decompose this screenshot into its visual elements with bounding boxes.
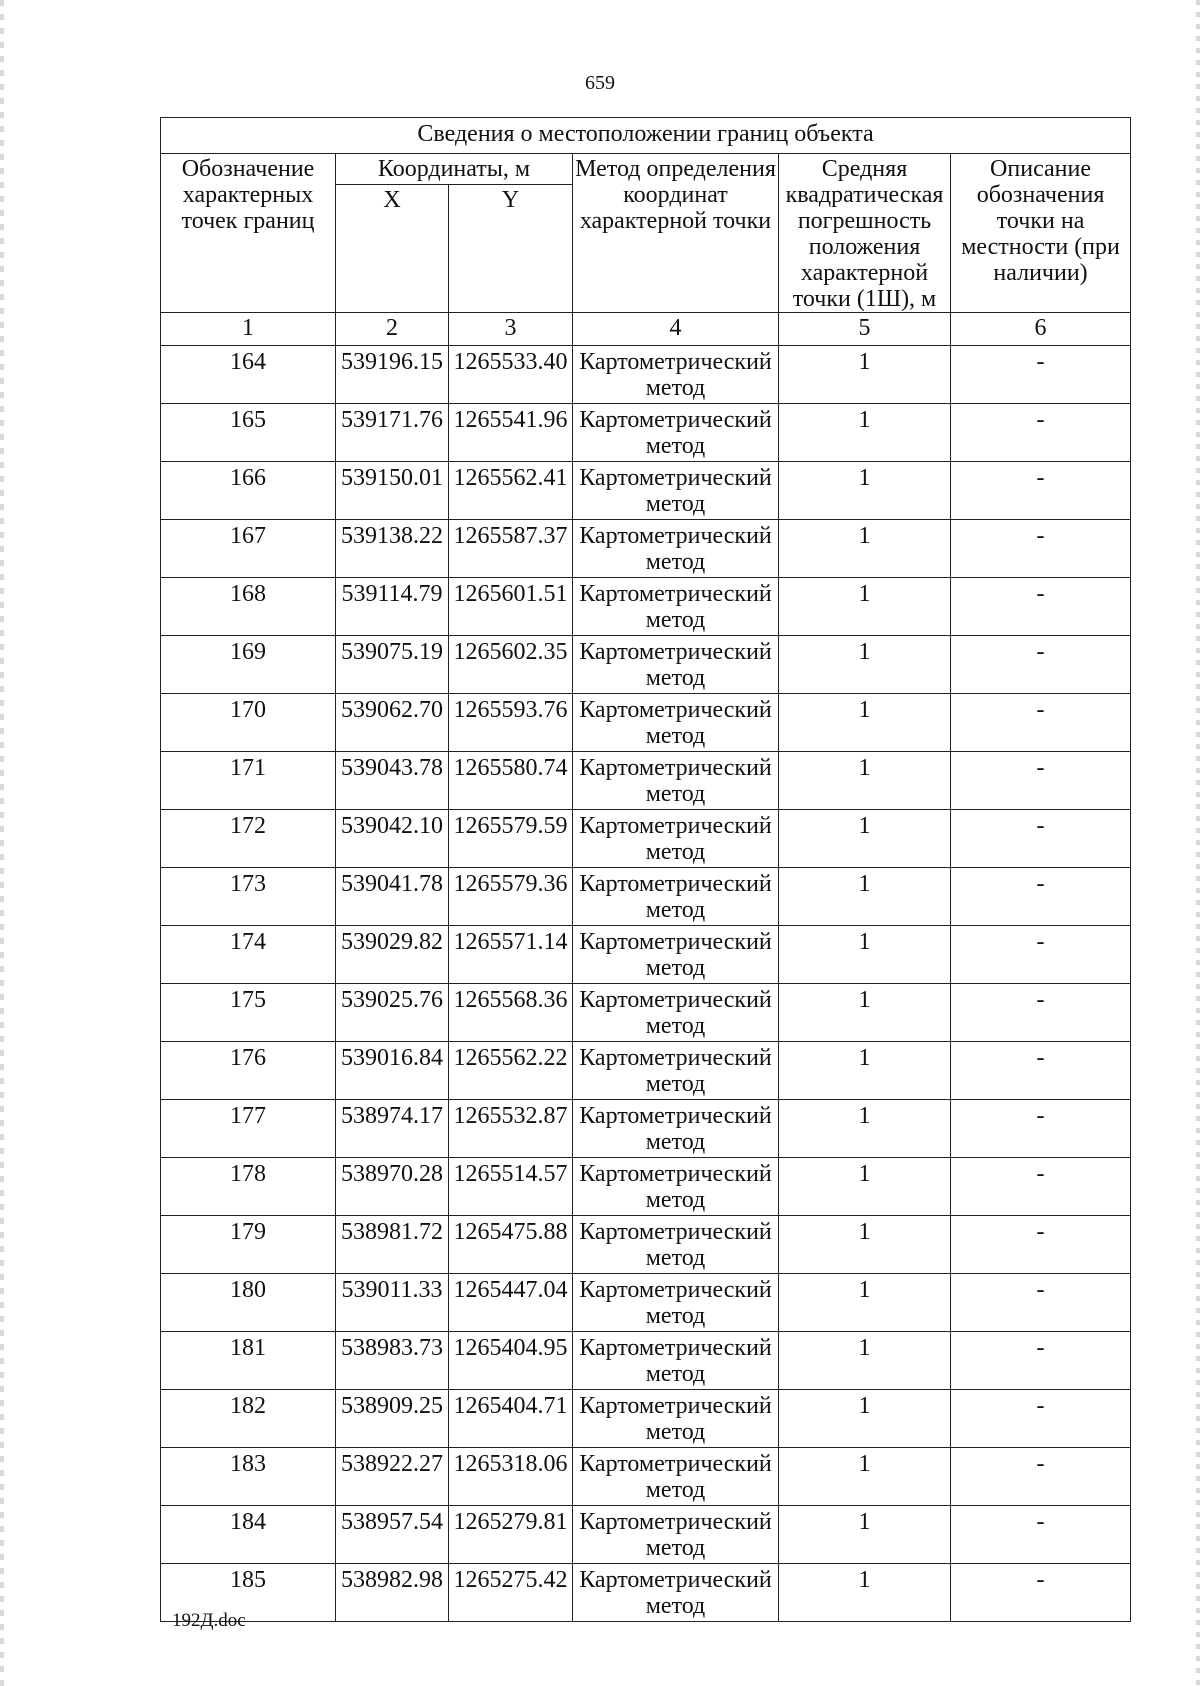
cell-description: - bbox=[951, 1564, 1131, 1622]
cell-y: 1265587.37 bbox=[449, 520, 573, 578]
cell-x: 538982.98 bbox=[336, 1564, 449, 1622]
cell-method: Картометрический метод bbox=[573, 1100, 779, 1158]
cell-y: 1265571.14 bbox=[449, 926, 573, 984]
table-row bbox=[161, 1506, 1131, 1564]
cell-point-id: 172 bbox=[161, 810, 336, 868]
cell-point-id: 174 bbox=[161, 926, 336, 984]
cell-x: 539150.01 bbox=[336, 462, 449, 520]
cell-error: 1 bbox=[779, 1042, 951, 1100]
cell-error: 1 bbox=[779, 404, 951, 462]
cell-error: 1 bbox=[779, 1216, 951, 1274]
cell-x: 538922.27 bbox=[336, 1448, 449, 1506]
header-mean-square-error: Средняя квадратическая погрешность положения характерной точки (1Ш), м bbox=[779, 154, 951, 313]
table-body bbox=[161, 118, 1131, 1622]
cell-error: 1 bbox=[779, 984, 951, 1042]
cell-point-id: 175 bbox=[161, 984, 336, 1042]
table-row bbox=[161, 984, 1131, 1042]
table-row bbox=[161, 520, 1131, 578]
cell-point-id: 167 bbox=[161, 520, 336, 578]
cell-point-id: 184 bbox=[161, 1506, 336, 1564]
column-number: 4 bbox=[573, 313, 779, 346]
scan-edge-right bbox=[1196, 0, 1200, 1686]
cell-point-id: 176 bbox=[161, 1042, 336, 1100]
cell-method: Картометрический метод bbox=[573, 1042, 779, 1100]
table-row bbox=[161, 1274, 1131, 1332]
cell-error: 1 bbox=[779, 810, 951, 868]
header-x: X bbox=[336, 185, 449, 313]
cell-error: 1 bbox=[779, 1564, 951, 1622]
header-point-designation: Обозначение характерных точек границ bbox=[161, 154, 336, 313]
table-row bbox=[161, 1332, 1131, 1390]
cell-point-id: 164 bbox=[161, 346, 336, 404]
cell-y: 1265580.74 bbox=[449, 752, 573, 810]
cell-x: 538983.73 bbox=[336, 1332, 449, 1390]
column-number: 3 bbox=[449, 313, 573, 346]
table-row bbox=[161, 1158, 1131, 1216]
cell-x: 538957.54 bbox=[336, 1506, 449, 1564]
cell-y: 1265533.40 bbox=[449, 346, 573, 404]
cell-point-id: 182 bbox=[161, 1390, 336, 1448]
cell-point-id: 170 bbox=[161, 694, 336, 752]
cell-description: - bbox=[951, 984, 1131, 1042]
document-filename: 192Д.doc bbox=[172, 1610, 246, 1631]
cell-y: 1265318.06 bbox=[449, 1448, 573, 1506]
cell-x: 538909.25 bbox=[336, 1390, 449, 1448]
header-row-1 bbox=[161, 154, 1131, 185]
table-title-row bbox=[161, 118, 1131, 154]
column-number: 6 bbox=[951, 313, 1131, 346]
cell-description: - bbox=[951, 578, 1131, 636]
column-number: 2 bbox=[336, 313, 449, 346]
header-coordinates-group: Координаты, м bbox=[336, 154, 573, 185]
cell-point-id: 171 bbox=[161, 752, 336, 810]
cell-y: 1265514.57 bbox=[449, 1158, 573, 1216]
cell-method: Картометрический метод bbox=[573, 1274, 779, 1332]
cell-x: 539041.78 bbox=[336, 868, 449, 926]
cell-method: Картометрический метод bbox=[573, 1506, 779, 1564]
cell-error: 1 bbox=[779, 520, 951, 578]
table-row bbox=[161, 1100, 1131, 1158]
cell-method: Картометрический метод bbox=[573, 346, 779, 404]
cell-x: 538970.28 bbox=[336, 1158, 449, 1216]
cell-error: 1 bbox=[779, 578, 951, 636]
cell-y: 1265279.81 bbox=[449, 1506, 573, 1564]
cell-method: Картометрический метод bbox=[573, 1564, 779, 1622]
cell-error: 1 bbox=[779, 1274, 951, 1332]
cell-description: - bbox=[951, 1274, 1131, 1332]
table-row bbox=[161, 346, 1131, 404]
cell-description: - bbox=[951, 1158, 1131, 1216]
table-row bbox=[161, 1390, 1131, 1448]
cell-method: Картометрический метод bbox=[573, 1216, 779, 1274]
cell-y: 1265541.96 bbox=[449, 404, 573, 462]
header-y: Y bbox=[449, 185, 573, 313]
cell-x: 539171.76 bbox=[336, 404, 449, 462]
cell-x: 539075.19 bbox=[336, 636, 449, 694]
table-row bbox=[161, 1216, 1131, 1274]
cell-description: - bbox=[951, 752, 1131, 810]
cell-point-id: 185 bbox=[161, 1564, 336, 1622]
cell-error: 1 bbox=[779, 694, 951, 752]
cell-x: 539196.15 bbox=[336, 346, 449, 404]
table-row bbox=[161, 1042, 1131, 1100]
header-description: Описание обозначения точки на местности (при наличии) bbox=[951, 154, 1131, 313]
cell-method: Картометрический метод bbox=[573, 1390, 779, 1448]
cell-error: 1 bbox=[779, 462, 951, 520]
cell-point-id: 178 bbox=[161, 1158, 336, 1216]
cell-point-id: 169 bbox=[161, 636, 336, 694]
cell-method: Картометрический метод bbox=[573, 694, 779, 752]
cell-x: 539138.22 bbox=[336, 520, 449, 578]
table-row bbox=[161, 926, 1131, 984]
cell-point-id: 179 bbox=[161, 1216, 336, 1274]
cell-error: 1 bbox=[779, 1506, 951, 1564]
cell-y: 1265562.41 bbox=[449, 462, 573, 520]
cell-x: 539043.78 bbox=[336, 752, 449, 810]
page-number: 659 bbox=[585, 72, 615, 94]
table-row bbox=[161, 404, 1131, 462]
table-row bbox=[161, 752, 1131, 810]
cell-method: Картометрический метод bbox=[573, 1332, 779, 1390]
table-row bbox=[161, 810, 1131, 868]
cell-error: 1 bbox=[779, 1158, 951, 1216]
cell-point-id: 183 bbox=[161, 1448, 336, 1506]
cell-point-id: 165 bbox=[161, 404, 336, 462]
column-numbers-row bbox=[161, 313, 1131, 346]
cell-method: Картометрический метод bbox=[573, 462, 779, 520]
cell-error: 1 bbox=[779, 868, 951, 926]
cell-description: - bbox=[951, 1390, 1131, 1448]
cell-point-id: 180 bbox=[161, 1274, 336, 1332]
cell-y: 1265579.36 bbox=[449, 868, 573, 926]
cell-method: Картометрический метод bbox=[573, 1448, 779, 1506]
table-row bbox=[161, 868, 1131, 926]
cell-description: - bbox=[951, 926, 1131, 984]
cell-y: 1265532.87 bbox=[449, 1100, 573, 1158]
cell-method: Картометрический метод bbox=[573, 404, 779, 462]
cell-error: 1 bbox=[779, 636, 951, 694]
cell-x: 539011.33 bbox=[336, 1274, 449, 1332]
cell-description: - bbox=[951, 636, 1131, 694]
cell-point-id: 168 bbox=[161, 578, 336, 636]
cell-method: Картометрический метод bbox=[573, 984, 779, 1042]
cell-description: - bbox=[951, 1216, 1131, 1274]
cell-method: Картометрический метод bbox=[573, 926, 779, 984]
cell-description: - bbox=[951, 1506, 1131, 1564]
cell-description: - bbox=[951, 1100, 1131, 1158]
cell-description: - bbox=[951, 810, 1131, 868]
cell-x: 539114.79 bbox=[336, 578, 449, 636]
cell-description: - bbox=[951, 1042, 1131, 1100]
cell-y: 1265404.71 bbox=[449, 1390, 573, 1448]
cell-method: Картометрический метод bbox=[573, 1158, 779, 1216]
cell-error: 1 bbox=[779, 346, 951, 404]
cell-point-id: 181 bbox=[161, 1332, 336, 1390]
boundary-coordinates-table bbox=[160, 117, 1131, 1622]
cell-y: 1265404.95 bbox=[449, 1332, 573, 1390]
cell-description: - bbox=[951, 404, 1131, 462]
cell-error: 1 bbox=[779, 1100, 951, 1158]
cell-description: - bbox=[951, 1448, 1131, 1506]
cell-point-id: 166 bbox=[161, 462, 336, 520]
cell-x: 539042.10 bbox=[336, 810, 449, 868]
column-number: 1 bbox=[161, 313, 336, 346]
cell-description: - bbox=[951, 346, 1131, 404]
cell-y: 1265562.22 bbox=[449, 1042, 573, 1100]
cell-method: Картометрический метод bbox=[573, 520, 779, 578]
table-row bbox=[161, 1564, 1131, 1622]
table-row bbox=[161, 636, 1131, 694]
cell-y: 1265447.04 bbox=[449, 1274, 573, 1332]
cell-y: 1265602.35 bbox=[449, 636, 573, 694]
cell-description: - bbox=[951, 868, 1131, 926]
cell-method: Картометрический метод bbox=[573, 578, 779, 636]
cell-y: 1265275.42 bbox=[449, 1564, 573, 1622]
cell-method: Картометрический метод bbox=[573, 810, 779, 868]
cell-description: - bbox=[951, 1332, 1131, 1390]
cell-error: 1 bbox=[779, 1390, 951, 1448]
cell-error: 1 bbox=[779, 1448, 951, 1506]
scan-edge-left bbox=[0, 0, 4, 1686]
cell-method: Картометрический метод bbox=[573, 636, 779, 694]
table-row bbox=[161, 1448, 1131, 1506]
table-title: Сведения о местоположении границ объекта bbox=[161, 118, 1131, 154]
cell-description: - bbox=[951, 694, 1131, 752]
column-number: 5 bbox=[779, 313, 951, 346]
cell-x: 538974.17 bbox=[336, 1100, 449, 1158]
cell-x: 539029.82 bbox=[336, 926, 449, 984]
cell-point-id: 173 bbox=[161, 868, 336, 926]
table-row bbox=[161, 694, 1131, 752]
table-row bbox=[161, 578, 1131, 636]
cell-method: Картометрический метод bbox=[573, 868, 779, 926]
cell-error: 1 bbox=[779, 752, 951, 810]
cell-method: Картометрический метод bbox=[573, 752, 779, 810]
cell-point-id: 177 bbox=[161, 1100, 336, 1158]
table-row bbox=[161, 462, 1131, 520]
cell-error: 1 bbox=[779, 926, 951, 984]
cell-y: 1265593.76 bbox=[449, 694, 573, 752]
cell-x: 539016.84 bbox=[336, 1042, 449, 1100]
cell-y: 1265601.51 bbox=[449, 578, 573, 636]
cell-y: 1265475.88 bbox=[449, 1216, 573, 1274]
cell-error: 1 bbox=[779, 1332, 951, 1390]
cell-y: 1265568.36 bbox=[449, 984, 573, 1042]
cell-description: - bbox=[951, 520, 1131, 578]
cell-y: 1265579.59 bbox=[449, 810, 573, 868]
cell-description: - bbox=[951, 462, 1131, 520]
cell-x: 538981.72 bbox=[336, 1216, 449, 1274]
cell-x: 539025.76 bbox=[336, 984, 449, 1042]
cell-x: 539062.70 bbox=[336, 694, 449, 752]
header-method: Метод определения координат характерной точки bbox=[573, 154, 779, 313]
